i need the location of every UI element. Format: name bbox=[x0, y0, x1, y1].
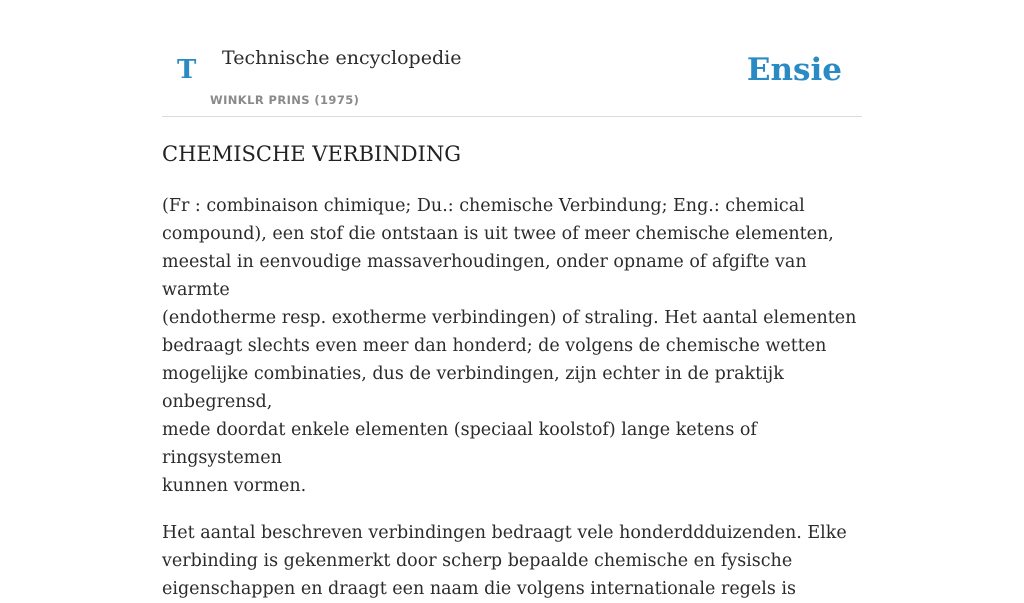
paragraph-2-line: eigenschappen en draagt een naam die volgens internationale regels is bbox=[162, 579, 796, 599]
paragraph-2 bbox=[162, 519, 862, 603]
paragraph-1-line: (endotherme resp. exotherme verbindingen) of straling. Het aantal elementen bbox=[162, 308, 857, 328]
category-logo-icon[interactable]: T bbox=[177, 55, 197, 85]
paragraph-1-line: bedraagt slechts even meer dan honderd; de volgens de chemische wetten bbox=[162, 336, 827, 356]
article bbox=[162, 138, 862, 603]
paragraph-1-line: compound), een stof die ontstaan is uit twee of meer chemische elementen, bbox=[162, 224, 834, 244]
paragraph-1-line: (Fr : combinaison chimique; Du.: chemische Verbindung; Eng.: chemical bbox=[162, 196, 805, 216]
paragraph-1-line: meestal in eenvoudige massaverhoudingen, onder opname of afgifte van warmte bbox=[162, 252, 807, 300]
source-label: WINKLR PRINS (1975) bbox=[210, 93, 360, 107]
encyclopedia-title[interactable]: Technische encyclopedie bbox=[222, 47, 462, 69]
site-header bbox=[162, 0, 862, 117]
paragraph-1-line: mogelijke combinaties, dus de verbindingen, zijn echter in de praktijk onbegrensd, bbox=[162, 364, 784, 412]
paragraph-1 bbox=[162, 192, 862, 500]
entry-title: CHEMISCHE VERBINDING bbox=[162, 142, 461, 166]
paragraph-2-line: verbinding is gekenmerkt door scherp bepaalde chemische en fysische bbox=[162, 551, 793, 571]
ensie-logo-link[interactable]: Ensie bbox=[746, 52, 842, 88]
paragraph-2-line: Het aantal beschreven verbindingen bedraagt vele honderddduizenden. Elke bbox=[162, 523, 847, 543]
paragraph-1-line: mede doordat enkele elementen (speciaal koolstof) lange ketens of ringsystemen bbox=[162, 420, 757, 468]
paragraph-1-line: kunnen vormen. bbox=[162, 476, 307, 496]
